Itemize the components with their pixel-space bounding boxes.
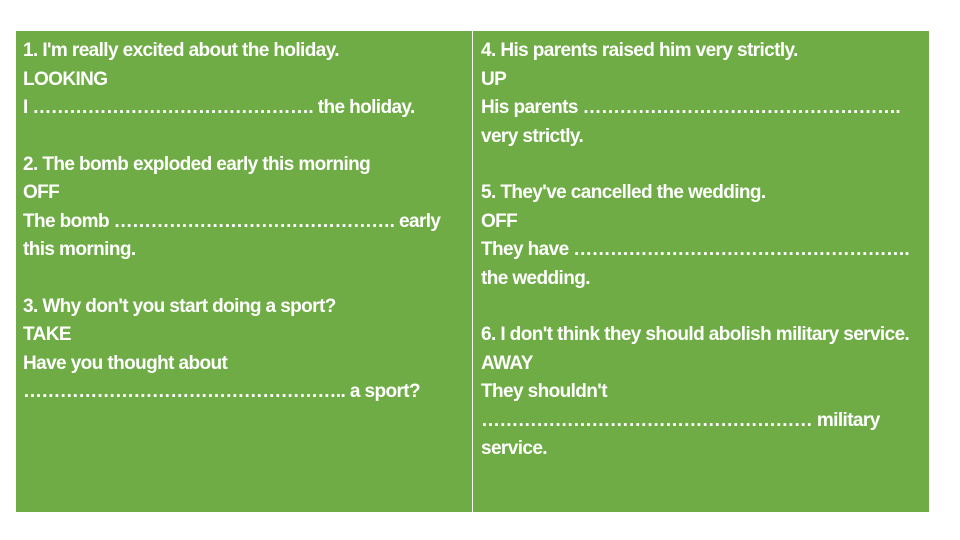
exercise-5-prompt: 5. They've cancelled the wedding. [481,182,766,203]
exercise-5-keyword: OFF [481,210,518,232]
exercise-3-keyword: TAKE [23,324,71,345]
exercise-1-answer: I ………………………………………. the holiday. [23,97,415,118]
exercise-2-keyword: OFF [23,182,60,203]
exercise-3-answer-line1: Have you thought about [23,352,228,374]
exercise-panel-left [16,31,472,512]
exercise-4-keyword: UP [481,68,507,90]
exercise-5-answer: They have ………………………………………………. the wedding. [481,239,910,289]
exercise-2 [23,151,464,265]
exercise-4-answer: His parents ……………………………………………. very strictly. [481,97,901,147]
exercise-3-answer-line2: …………………………………………….. a sport? [23,381,420,402]
exercise-4 [481,37,921,151]
exercise-1-keyword: LOOKING [23,68,108,90]
exercise-1 [23,37,464,123]
exercise-3-prompt: 3. Why don't you start doing a sport? [23,295,336,317]
exercise-2-prompt: 2. The bomb exploded early this morning [23,153,371,175]
exercise-panel-right [473,31,929,512]
exercise-2-answer: The bomb ………………………………………. early this morning. [23,210,441,260]
exercise-5 [481,179,921,293]
exercise-4-prompt: 4. His parents raised him very strictly. [481,40,798,61]
exercise-6-prompt: 6. I don't think they should abolish military service. [481,324,910,345]
exercise-6-keyword: AWAY [481,352,533,374]
exercise-1-prompt: 1. I'm really excited about the holiday. [23,40,339,61]
exercise-3 [23,293,464,407]
exercise-6-answer: They shouldn't ……………………………………………… military service. [481,381,880,459]
exercise-6 [481,321,921,464]
